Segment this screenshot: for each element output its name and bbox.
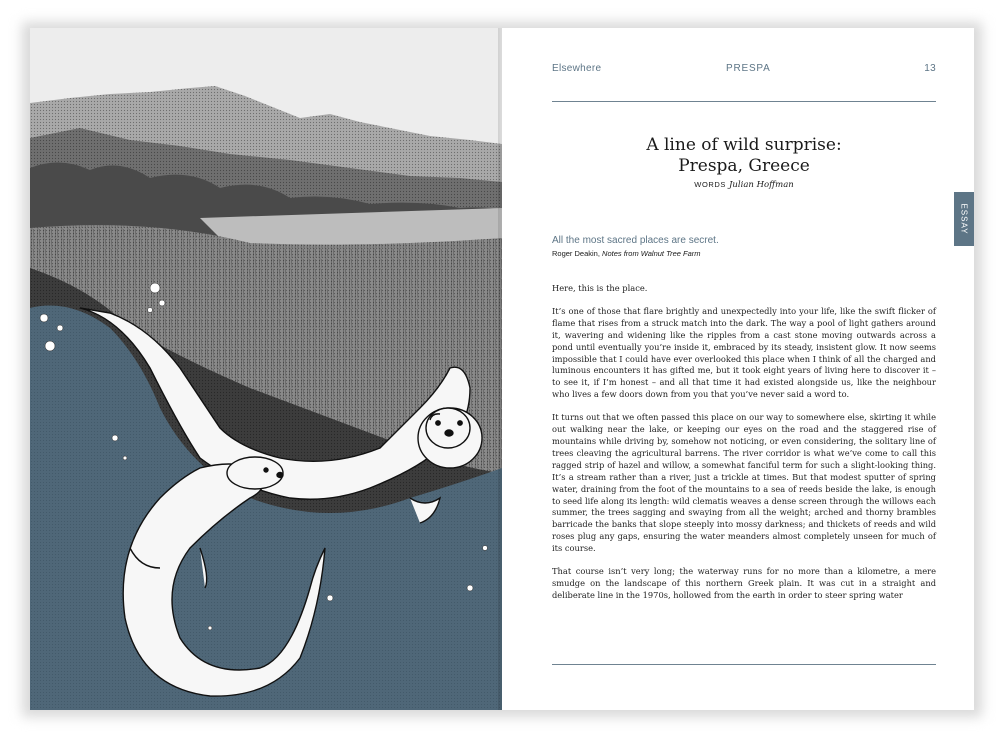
running-head-title: PRESPA [726, 63, 771, 74]
running-head-section: Elsewhere [552, 63, 602, 74]
section-tab [954, 192, 974, 246]
body-paragraph: It’s one of those that flare brightly and unexpectedly into your life, like the swift flicker of flame that rises from a struck match into the dark. The way a pool of light gathers around it, wavering and widening like the ripples from a cast stone moving outwards across a pond until eventually you’re inside it, embraced by its steady, insistent glow. It now seems impossible that I could have ever overlooked this place when I think of all the charged and luminous encounters it has gifted me, but it took eight years of living here to discover it – to see it, if I’m honest – and all that time it had existed alongside us, like the neighbour who lives a few doors down from you that you’ve never said a word to. [552, 305, 936, 400]
epigraph-work: Notes from Walnut Tree Farm [602, 249, 701, 258]
header-rule [552, 101, 936, 102]
page-number: 13 [924, 63, 936, 74]
body-paragraph: That course isn’t very long; the waterway runs for no more than a kilometre, a mere smudge on the landscape of this northern Greek plain. It was cut in a straight and deliberate line in the 1970s, hollowed from the earth in order to steer spring water [552, 566, 936, 600]
section-tab-label: ESSAY [959, 203, 969, 235]
article-title-line-2: Prespa, Greece [678, 156, 810, 176]
magazine-spread [30, 28, 974, 710]
byline [552, 180, 936, 190]
article-title [552, 135, 936, 177]
text-page [502, 28, 974, 710]
footer-rule [552, 664, 936, 665]
article-body [552, 283, 936, 602]
epigraph-quote: All the most sacred places are secret. [552, 235, 719, 246]
otter-landscape-illustration [30, 28, 502, 710]
byline-label: WORDS [694, 180, 727, 189]
article-title-line-1: A line of wild surprise: [646, 135, 842, 155]
body-paragraph: It turns out that we often passed this place on our way to somewhere else, skirting it while out walking near the lake, or keeping our eyes on the road and the staggered rise of mountains while driving by, somehow not noticing, or even considering, the solitary line of trees cleaving the agricultural barrens. The river corridor is what we’ve come to call this ragged strip of hazel and willow, a somewhat fanciful term for such a slight-looking thing. It’s a stream rather than a river, just a trickle at times. But that modest sputter of spring water, draining from the foot of the mountains to a sea of reeds beside the lake, is enough to seed life along its length: wild clematis weaves a dense screen through the willows each summer, the trees sagging and swaying from all the weight; arched and thorny brambles barricade the banks that slope steeply into mossy darkness; and thickets of reeds and wild roses plug any gaps, ensuring the water meanders almost completely unseen for much of its course. [552, 412, 936, 554]
body-paragraph: Here, this is the place. [552, 283, 648, 293]
byline-author: Julian Hoffman [729, 180, 794, 190]
epigraph-author: Roger Deakin, [552, 249, 600, 258]
illustration-page [30, 28, 502, 710]
epigraph-attribution [552, 249, 701, 258]
